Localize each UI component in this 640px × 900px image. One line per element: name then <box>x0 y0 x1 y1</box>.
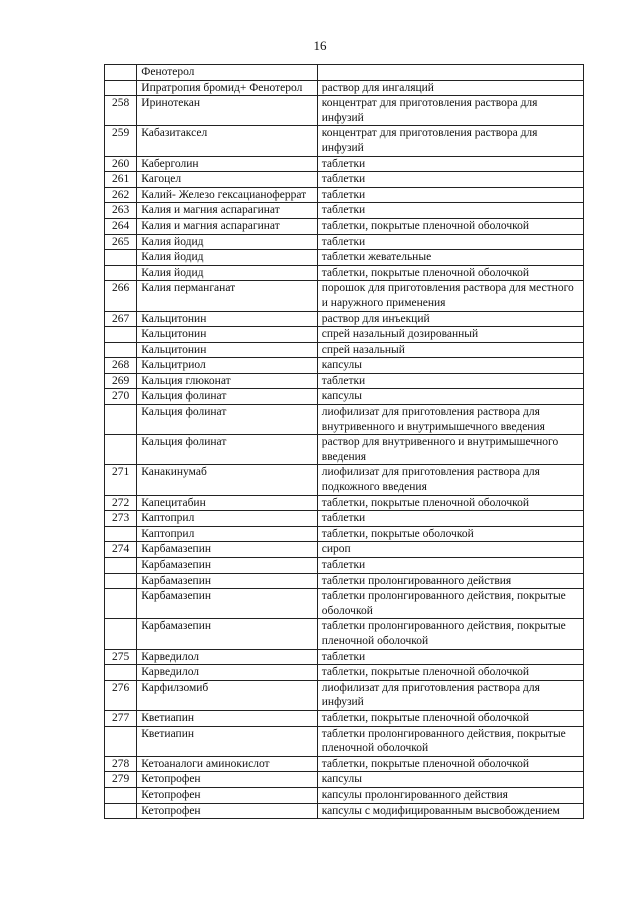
drug-name: Карбамазепин <box>137 558 318 574</box>
drug-name: Кальцитонин <box>137 327 318 343</box>
row-number <box>105 405 137 435</box>
dosage-form: таблетки, покрытые пленочной оболочкой <box>317 665 583 681</box>
table-row <box>105 710 584 726</box>
drug-name: Иринотекан <box>137 96 318 126</box>
dosage-form: таблетки пролонгированного действия <box>317 573 583 589</box>
table-row <box>105 589 584 619</box>
table-row <box>105 680 584 710</box>
dosage-form: таблетки пролонгированного действия, покрытые пленочной оболочкой <box>317 619 583 649</box>
row-number <box>105 80 137 96</box>
drug-name: Кветиапин <box>137 726 318 756</box>
drug-name: Кетопрофен <box>137 787 318 803</box>
dosage-form: таблетки, покрытые пленочной оболочкой <box>317 756 583 772</box>
drug-name: Калия и магния аспарагинат <box>137 218 318 234</box>
dosage-form: таблетки, покрытые пленочной оболочкой <box>317 495 583 511</box>
dosage-form: раствор для ингаляций <box>317 80 583 96</box>
table-row <box>105 265 584 281</box>
row-number: 270 <box>105 389 137 405</box>
row-number: 269 <box>105 373 137 389</box>
table-row <box>105 526 584 542</box>
drug-name: Кальция глюконат <box>137 373 318 389</box>
dosage-form: концентрат для приготовления раствора для инфузий <box>317 96 583 126</box>
dosage-form: спрей назальный <box>317 342 583 358</box>
row-number: 262 <box>105 187 137 203</box>
row-number: 258 <box>105 96 137 126</box>
dosage-form: лиофилизат для приготовления раствора для внутривенного и внутримышечного введения <box>317 405 583 435</box>
dosage-form: капсулы <box>317 772 583 788</box>
drug-table <box>104 64 584 819</box>
table-row <box>105 542 584 558</box>
row-number <box>105 726 137 756</box>
dosage-form: лиофилизат для приготовления раствора для подкожного введения <box>317 465 583 495</box>
dosage-form: концентрат для приготовления раствора для инфузий <box>317 126 583 156</box>
table-row <box>105 203 584 219</box>
table-row <box>105 511 584 527</box>
drug-name: Кальция фолинат <box>137 405 318 435</box>
dosage-form: таблетки жевательные <box>317 250 583 266</box>
drug-name: Карбамазепин <box>137 589 318 619</box>
drug-name: Кетопрофен <box>137 772 318 788</box>
dosage-form: таблетки <box>317 234 583 250</box>
dosage-form: таблетки <box>317 187 583 203</box>
row-number: 264 <box>105 218 137 234</box>
row-number: 263 <box>105 203 137 219</box>
drug-name: Кальцитонин <box>137 342 318 358</box>
dosage-form: капсулы <box>317 389 583 405</box>
drug-name: Кветиапин <box>137 710 318 726</box>
drug-name: Карведилол <box>137 665 318 681</box>
dosage-form: спрей назальный дозированный <box>317 327 583 343</box>
drug-name: Калий- Железо гексацианоферрат <box>137 187 318 203</box>
dosage-form: таблетки <box>317 511 583 527</box>
table-row <box>105 772 584 788</box>
table-row <box>105 619 584 649</box>
drug-name: Кетопрофен <box>137 803 318 819</box>
table-row <box>105 281 584 311</box>
row-number: 279 <box>105 772 137 788</box>
table-row <box>105 65 584 81</box>
page-number: 16 <box>313 38 327 53</box>
row-number <box>105 65 137 81</box>
dosage-form: раствор для внутривенного и внутримышечного введения <box>317 435 583 465</box>
drug-name: Карфилзомиб <box>137 680 318 710</box>
dosage-form: раствор для инъекций <box>317 311 583 327</box>
row-number <box>105 558 137 574</box>
drug-name: Каберголин <box>137 156 318 172</box>
row-number: 272 <box>105 495 137 511</box>
drug-name: Калия перманганат <box>137 281 318 311</box>
table-row <box>105 389 584 405</box>
drug-name: Кабазитаксел <box>137 126 318 156</box>
dosage-form: лиофилизат для приготовления раствора для инфузий <box>317 680 583 710</box>
dosage-form: таблетки <box>317 373 583 389</box>
row-number <box>105 589 137 619</box>
table-row <box>105 435 584 465</box>
row-number <box>105 619 137 649</box>
drug-name: Кальция фолинат <box>137 389 318 405</box>
drug-name: Калия йодид <box>137 234 318 250</box>
drug-name: Ипратропия бромид+ Фенотерол <box>137 80 318 96</box>
table-body <box>105 65 584 819</box>
row-number <box>105 803 137 819</box>
row-number <box>105 665 137 681</box>
table-row <box>105 234 584 250</box>
row-number <box>105 327 137 343</box>
row-number: 261 <box>105 172 137 188</box>
table-row <box>105 187 584 203</box>
drug-name: Кальцитриол <box>137 358 318 374</box>
dosage-form: таблетки <box>317 558 583 574</box>
dosage-form: таблетки, покрытые пленочной оболочкой <box>317 218 583 234</box>
row-number <box>105 265 137 281</box>
drug-name: Калия и магния аспарагинат <box>137 203 318 219</box>
dosage-form: капсулы <box>317 358 583 374</box>
dosage-form: сироп <box>317 542 583 558</box>
drug-name: Канакинумаб <box>137 465 318 495</box>
drug-name: Каптоприл <box>137 511 318 527</box>
table-row <box>105 96 584 126</box>
drug-name: Карведилол <box>137 649 318 665</box>
table-row <box>105 726 584 756</box>
row-number: 271 <box>105 465 137 495</box>
drug-name: Фенотерол <box>137 65 318 81</box>
table-row <box>105 665 584 681</box>
row-number: 278 <box>105 756 137 772</box>
row-number: 273 <box>105 511 137 527</box>
table-row <box>105 156 584 172</box>
row-number: 268 <box>105 358 137 374</box>
drug-name: Капецитабин <box>137 495 318 511</box>
row-number: 265 <box>105 234 137 250</box>
table-row <box>105 358 584 374</box>
table-row <box>105 218 584 234</box>
row-number <box>105 787 137 803</box>
row-number <box>105 342 137 358</box>
table-row <box>105 250 584 266</box>
dosage-form: таблетки, покрытые оболочкой <box>317 526 583 542</box>
dosage-form <box>317 65 583 81</box>
dosage-form: таблетки <box>317 172 583 188</box>
dosage-form: таблетки, покрытые пленочной оболочкой <box>317 265 583 281</box>
row-number <box>105 250 137 266</box>
dosage-form: таблетки <box>317 156 583 172</box>
table-row <box>105 172 584 188</box>
dosage-form: таблетки пролонгированного действия, покрытые пленочной оболочкой <box>317 726 583 756</box>
table-row <box>105 803 584 819</box>
table-row <box>105 573 584 589</box>
table-row <box>105 327 584 343</box>
dosage-form: капсулы с модифицированным высвобождением <box>317 803 583 819</box>
row-number: 259 <box>105 126 137 156</box>
table-row <box>105 80 584 96</box>
drug-name: Карбамазепин <box>137 542 318 558</box>
drug-name: Кагоцел <box>137 172 318 188</box>
dosage-form: таблетки, покрытые пленочной оболочкой <box>317 710 583 726</box>
dosage-form: капсулы пролонгированного действия <box>317 787 583 803</box>
table-row <box>105 126 584 156</box>
drug-name: Карбамазепин <box>137 573 318 589</box>
drug-name: Калия йодид <box>137 250 318 266</box>
row-number <box>105 435 137 465</box>
dosage-form: порошок для приготовления раствора для местного и наружного применения <box>317 281 583 311</box>
drug-name: Кальцитонин <box>137 311 318 327</box>
table-row <box>105 342 584 358</box>
drug-name: Кетоаналоги аминокислот <box>137 756 318 772</box>
table-row <box>105 558 584 574</box>
table-row <box>105 465 584 495</box>
row-number: 275 <box>105 649 137 665</box>
row-number: 274 <box>105 542 137 558</box>
table-row <box>105 495 584 511</box>
row-number: 277 <box>105 710 137 726</box>
table-row <box>105 787 584 803</box>
row-number <box>105 526 137 542</box>
drug-name: Кальция фолинат <box>137 435 318 465</box>
dosage-form: таблетки <box>317 203 583 219</box>
dosage-form: таблетки пролонгированного действия, покрытые оболочкой <box>317 589 583 619</box>
row-number: 260 <box>105 156 137 172</box>
table-row <box>105 311 584 327</box>
row-number <box>105 573 137 589</box>
drug-name: Калия йодид <box>137 265 318 281</box>
dosage-form: таблетки <box>317 649 583 665</box>
drug-name: Карбамазепин <box>137 619 318 649</box>
table-row <box>105 649 584 665</box>
row-number: 267 <box>105 311 137 327</box>
row-number: 266 <box>105 281 137 311</box>
table-row <box>105 405 584 435</box>
row-number: 276 <box>105 680 137 710</box>
table-row <box>105 373 584 389</box>
table-row <box>105 756 584 772</box>
drug-name: Каптоприл <box>137 526 318 542</box>
